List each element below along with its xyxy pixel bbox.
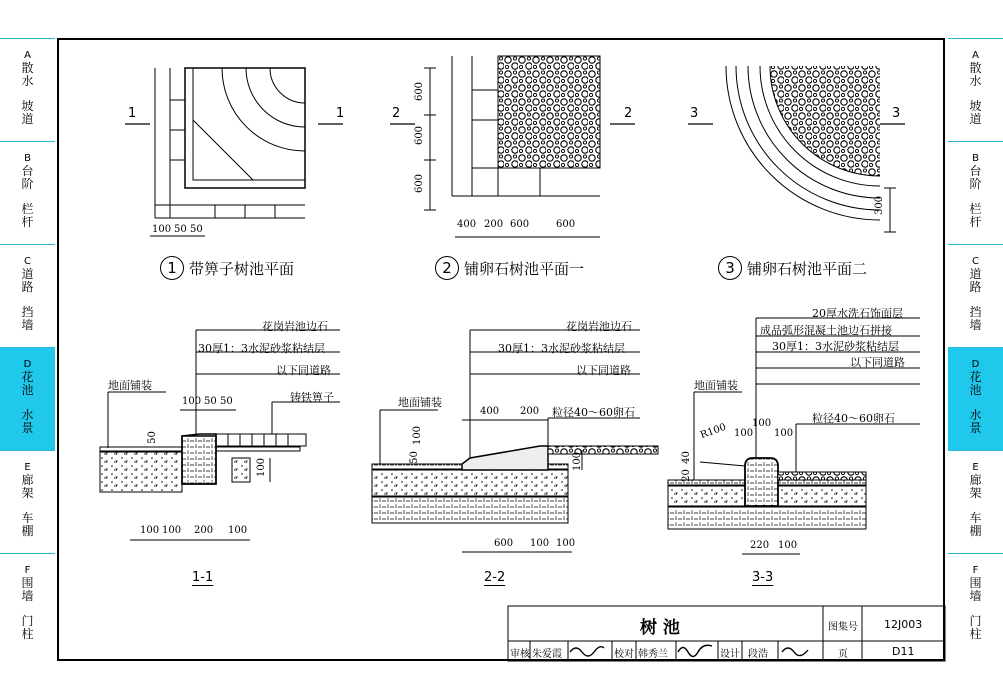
- s2-note-4: 粒径40～60卵石: [552, 406, 635, 419]
- tab-text: A: [972, 50, 979, 61]
- s3-note-1: 20厚水洗石饰面层: [812, 307, 903, 320]
- designer-name: 段浩: [748, 649, 768, 660]
- s3-dim-top-3: 100: [774, 428, 794, 439]
- s2-dim-side-1: 100: [412, 425, 424, 446]
- s3-left-note: 地面铺装: [694, 379, 738, 392]
- cut-mark-2-left: 2: [392, 106, 401, 121]
- plan2-dim-v3: 600: [414, 173, 426, 194]
- tab-text: B: [972, 153, 979, 164]
- plan1-dim-b: 50: [174, 224, 187, 235]
- tab-text: E: [972, 462, 979, 473]
- s3-dim-top-2: 100: [752, 418, 772, 429]
- tab-text: D: [971, 359, 980, 370]
- s2-note-2: 30厚1：3水泥砂浆粘结层: [498, 342, 625, 355]
- s1-note-2: 30厚1：3水泥砂浆粘结层: [198, 342, 325, 355]
- s1-dim-bot-4: 100: [228, 525, 248, 536]
- checker-name: 韩秀兰: [638, 649, 668, 660]
- tab-text: 栏杆: [969, 202, 982, 229]
- tab-text: 水景: [969, 408, 982, 435]
- tab-text: D: [23, 359, 32, 370]
- s2-dim-top-1: 400: [480, 406, 500, 417]
- plan-2-title: 2 铺卵石树池平面一: [435, 256, 584, 280]
- tab-text: 花池: [969, 370, 982, 397]
- tab-text: 道路: [21, 267, 34, 294]
- s2-dim-bot-1: 600: [494, 538, 514, 549]
- s2-note-3: 以下同道路: [576, 364, 631, 377]
- s1-dim-side-1: 50: [146, 431, 158, 444]
- s2-left-note: 地面铺装: [398, 396, 442, 409]
- tab-text: 散水: [21, 61, 34, 88]
- atlas-number: 12J003: [884, 618, 923, 631]
- s3-note-5: 粒径40～60卵石: [812, 412, 895, 425]
- s1-note-4: 铸铁箅子: [290, 391, 334, 404]
- cut-mark-1-left: 1: [128, 106, 137, 121]
- tab-text: 挡墙: [21, 305, 34, 332]
- plan1-dim-a: 100: [152, 224, 172, 235]
- tab-text: 车棚: [21, 511, 34, 538]
- design-label: 设计: [720, 649, 740, 660]
- s1-dim-top-3: 50: [220, 396, 233, 407]
- tab-text: 台阶: [21, 164, 34, 191]
- drawing-title: 树 池: [640, 618, 680, 638]
- tab-text: 围墙: [969, 576, 982, 603]
- tab-text: 门柱: [21, 614, 34, 641]
- s3-dim-top-1: 100: [734, 428, 754, 439]
- s1-dim-bot-3: 200: [194, 525, 214, 536]
- reviewer-signature: [570, 647, 604, 656]
- tab-text: 坡道: [21, 99, 34, 126]
- check-label: 校对: [614, 649, 634, 660]
- s3-dim-bot-1: 220: [750, 540, 770, 551]
- tab-text: F: [24, 565, 31, 576]
- s3-note-2: 成品弧形混凝土池边石拼接: [760, 324, 892, 337]
- tab-text: A: [24, 50, 31, 61]
- s2-dim-side-2: 50: [408, 451, 420, 464]
- tab-text: 坡道: [969, 99, 982, 126]
- tab-text: 门柱: [969, 614, 982, 641]
- cut-mark-3-right: 3: [892, 106, 901, 121]
- page-number: D11: [892, 645, 915, 658]
- plan3-dim-v1: 300: [874, 195, 886, 216]
- tab-text: F: [972, 565, 979, 576]
- s1-dim-top-2: 50: [204, 396, 217, 407]
- section-2-label: 2-2: [484, 570, 506, 585]
- s1-dim-top-1: 100: [182, 396, 202, 407]
- s1-dim-bot-1: 100: [140, 525, 160, 536]
- section-3-label: 3-3: [752, 570, 774, 585]
- plan-1-title: 1 带箅子树池平面: [160, 256, 294, 280]
- tab-text: 道路: [969, 267, 982, 294]
- review-label: 审核: [510, 649, 530, 660]
- cut-mark-2-right: 2: [624, 106, 633, 121]
- cut-mark-1-right: 1: [336, 106, 345, 121]
- reviewer-name: 朱爱霞: [532, 649, 562, 660]
- s1-dim-side-2: 100: [256, 457, 268, 478]
- plan2-dim-v2: 600: [414, 125, 426, 146]
- plan2-dim-h2: 200: [484, 219, 504, 230]
- plan2-dim-h1: 400: [457, 219, 477, 230]
- s3-note-3: 30厚1：3水泥砂浆粘结层: [772, 340, 899, 353]
- s1-note-3: 以下同道路: [276, 364, 331, 377]
- s3-radius: R100: [698, 421, 728, 442]
- s2-dim-bot-3: 100: [556, 538, 576, 549]
- tab-text: 车棚: [969, 511, 982, 538]
- atlas-label: 图集号: [828, 622, 858, 633]
- s2-note-1: 花岗岩池边石: [566, 320, 632, 333]
- s3-dim-side-1: 40: [680, 451, 692, 464]
- tab-text: E: [24, 462, 31, 473]
- cut-mark-3-left: 3: [690, 106, 699, 121]
- tab-text: 栏杆: [21, 202, 34, 229]
- s1-dim-bot-2: 100: [162, 525, 182, 536]
- page-label: 页: [838, 649, 848, 660]
- tab-text: 台阶: [969, 164, 982, 191]
- s3-note-4: 以下同道路: [850, 356, 905, 369]
- plan2-dim-v1: 600: [414, 81, 426, 102]
- tab-text: C: [24, 256, 31, 267]
- plan-3-title: 3 铺卵石树池平面二: [718, 256, 867, 280]
- tab-text: B: [24, 153, 31, 164]
- tab-text: 廊架: [969, 473, 982, 500]
- checker-signature: [678, 645, 712, 656]
- tab-text: 花池: [21, 370, 34, 397]
- designer-signature: [782, 648, 808, 656]
- tab-text: 挡墙: [969, 305, 982, 332]
- plan2-dim-h3: 600: [510, 219, 530, 230]
- tab-text: 围墙: [21, 576, 34, 603]
- plan1-dim-c: 50: [190, 224, 203, 235]
- section-1-label: 1-1: [192, 570, 214, 585]
- s3-dim-bot-2: 100: [778, 540, 798, 551]
- tab-text: 水景: [21, 408, 34, 435]
- s2-dim-top-2: 200: [520, 406, 540, 417]
- tab-text: C: [972, 256, 979, 267]
- s1-left-note: 地面铺装: [108, 379, 152, 392]
- tab-text: 廊架: [21, 473, 34, 500]
- s2-dim-side-3: 100: [572, 451, 584, 472]
- s1-note-1: 花岗岩池边石: [262, 320, 328, 333]
- s2-dim-bot-2: 100: [530, 538, 550, 549]
- tab-text: 散水: [969, 61, 982, 88]
- plan2-dim-h4: 600: [556, 219, 576, 230]
- s3-dim-side-2: 20: [680, 469, 692, 482]
